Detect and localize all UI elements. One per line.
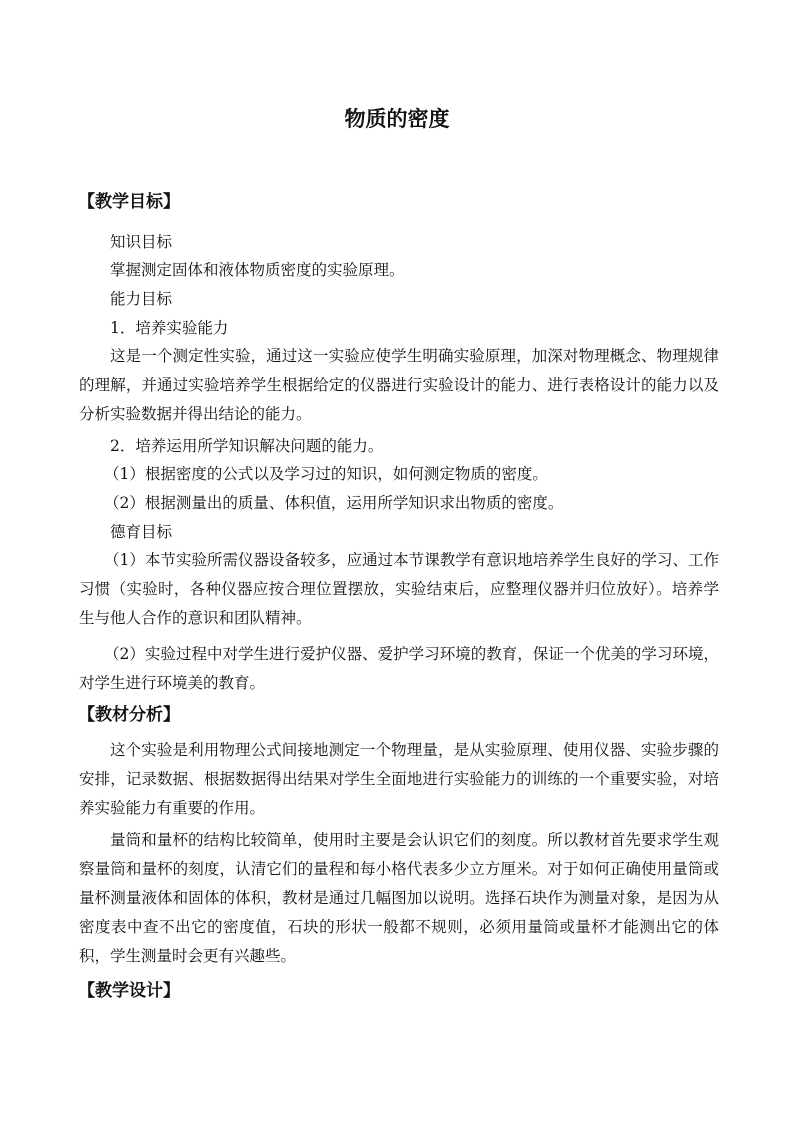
ability-sub-item-1: （1）根据密度的公式以及学习过的知识，如何测定物质的密度。 <box>104 465 548 483</box>
ability-sub-item-2: （2）根据测量出的质量、体积值，运用所学知识求出物质的密度。 <box>104 494 564 512</box>
moral-paragraph-1: （1）本节实验所需仪器设备较多，应通过本节课教学有意识地培养学生良好的学习、工作习惯（实验时，各种仪器应按合理位置摆放，实验结束后，应整理仪器并归位放好）。培养学生与他人合作的意识和团队精神。 <box>79 551 719 627</box>
ability-item-1: 1．培养实验能力 <box>110 319 229 337</box>
analysis-paragraph-2: 量筒和量杯的结构比较简单，使用时主要是会认识它们的刻度。所以教材首先要求学生观察量筒和量杯的刻度，认清它们的量程和每小格代表多少立方厘米。对于如何正确使用量筒或量杯测量液体和固体的体积，教材是通过几幅图加以说明。选择石块作为测量对象，是因为从密度表中查不出它的密度值，石块的形状一般都不规则，必须用量筒或量杯才能测出它的体积，学生测量时会更有兴趣些。 <box>79 831 719 965</box>
section-heading-analysis: 【教材分析】 <box>78 705 180 725</box>
knowledge-text: 掌握测定固体和液体物质密度的实验原理。 <box>110 261 405 279</box>
moral-heading: 德育目标 <box>110 523 173 541</box>
knowledge-heading: 知识目标 <box>110 233 173 251</box>
ability-paragraph-1: 这是一个测定性实验，通过这一实验应使学生明确实验原理，加深对物理概念、物理规律的理解，并通过实验培养学生根据给定的仪器进行实验设计的能力、进行表格设计的能力以及分析实验数据并得出结论的能力。 <box>79 347 719 423</box>
ability-item-2: 2．培养运用所学知识解决问题的能力。 <box>110 437 384 455</box>
moral-paragraph-2: （2）实验过程中对学生进行爱护仪器、爱护学习环境的教育，保证一个优美的学习环境，对学生进行环境美的教育。 <box>79 645 719 692</box>
document-title: 物质的密度 <box>344 106 450 131</box>
section-heading-design: 【教学设计】 <box>78 981 180 1001</box>
analysis-paragraph-1: 这个实验是利用物理公式间接地测定一个物理量，是从实验原理、使用仪器、实验步骤的安排，记录数据、根据数据得出结果对学生全面地进行实验能力的训练的一个重要实验，对培养实验能力有重要的作用。 <box>79 741 719 817</box>
section-heading-goals: 【教学目标】 <box>78 192 180 212</box>
ability-heading: 能力目标 <box>110 290 173 308</box>
